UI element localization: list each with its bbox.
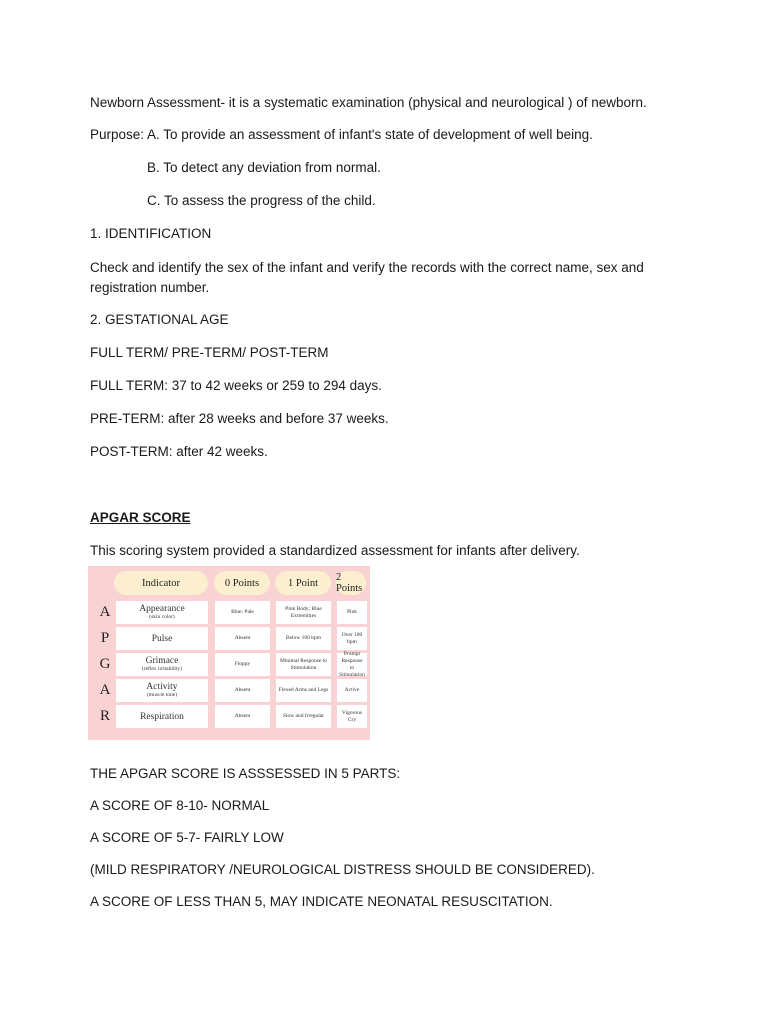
apgar-cell-text: Pink [346,609,358,615]
apgar-indicator-sub: (skin color) [149,614,175,620]
purpose-a: Purpose: A. To provide an assessment of infant's state of development of well being. [90,127,593,142]
apgar-cell-text: Prompt Response to Stimulation [339,650,365,678]
apgar-cell-text: Pink Body; Blue Extremities [285,605,322,619]
apgar-heading: APGAR SCORE [90,510,191,525]
purpose-b: B. To detect any deviation from normal. [147,160,381,175]
apgar-indicator-name: Appearance [139,604,185,614]
gestational-heading: 2. GESTATIONAL AGE [90,312,229,327]
apgar-indicator-cell [116,679,208,702]
apgar-score-note: (MILD RESPIRATORY /NEUROLOGICAL DISTRESS SHOULD BE CONSIDERED). [90,862,595,877]
header-0-points: 0 Points [214,571,270,595]
apgar-score-cell [215,653,270,676]
apgar-score-cell [337,627,367,650]
apgar-letter: G [99,656,111,672]
apgar-cell-text: Absent [234,687,251,693]
apgar-indicator-name: Respiration [140,711,184,722]
apgar-cell-text: Slow and Irregular [282,713,325,719]
apgar-table [88,566,370,740]
apgar-cell-text: Active [344,687,360,693]
apgar-score-cell [337,679,367,702]
apgar-letter: P [100,630,110,646]
gestational-line-2: FULL TERM: 37 to 42 weeks or 259 to 294 days. [90,378,382,393]
apgar-parts: THE APGAR SCORE IS ASSSESSED IN 5 PARTS: [90,766,401,781]
apgar-score-normal: A SCORE OF 8-10- NORMAL [90,798,270,813]
header-indicator: Indicator [114,571,208,595]
apgar-cell-text: Flexed Arms and Legs [278,687,329,693]
apgar-cell-text: Vigorous Cry [341,709,363,723]
apgar-cell-text: Blue; Pale [231,609,254,615]
header-1-point: 1 Point [275,571,331,595]
gestational-line-1: FULL TERM/ PRE-TERM/ POST-TERM [90,345,329,360]
gestational-line-4: POST-TERM: after 42 weeks. [90,444,268,459]
apgar-indicator-cell [116,601,208,624]
apgar-score-cell [276,601,331,624]
apgar-indicator-sub: (reflex irritability) [141,666,183,672]
apgar-score-cell [276,653,331,676]
identification-heading: 1. IDENTIFICATION [90,226,212,241]
purpose-c: C. To assess the progress of the child. [147,193,376,208]
apgar-indicator-name: Activity [146,682,178,692]
apgar-cell-text: Floppy [234,661,251,667]
apgar-score-cell [276,627,331,650]
apgar-indicator-cell [116,705,208,728]
apgar-score-resuscitation: A SCORE OF LESS THAN 5, MAY INDICATE NEONATAL RESUSCITATION. [90,894,553,909]
apgar-letter: A [99,682,111,698]
apgar-score-cell [215,679,270,702]
intro-definition: Newborn Assessment- it is a systematic examination (physical and neurological ) of newborn. [90,95,647,110]
apgar-indicator-cell [116,653,208,676]
apgar-cell-text: Below 100 bpm [285,635,322,641]
apgar-indicator-sub: (muscle tone) [146,692,178,698]
identification-text: Check and identify the sex of the infant and verify the records with the correct name, sex and registration number. [90,260,644,295]
apgar-score-cell [215,601,270,624]
apgar-indicator-cell [116,627,208,650]
apgar-cell-text: Over 100 bpm [341,631,363,645]
apgar-score-cell [276,705,331,728]
apgar-score-cell [215,627,270,650]
apgar-intro: This scoring system provided a standardized assessment for infants after delivery. [90,543,580,558]
apgar-cell-text: Absent [234,635,251,641]
apgar-indicator-name: Pulse [151,633,173,644]
apgar-score-cell [337,705,367,728]
apgar-letter: A [99,604,111,620]
apgar-score-cell [337,601,367,624]
apgar-score-cell [276,679,331,702]
apgar-indicator-name: Grimace [145,656,179,666]
apgar-score-fairly-low: A SCORE OF 5-7- FAIRLY LOW [90,830,284,845]
gestational-line-3: PRE-TERM: after 28 weeks and before 37 weeks. [90,411,389,426]
apgar-cell-text: Minimal Response to Stimulation [279,657,328,671]
apgar-letter: R [99,708,110,724]
header-2-points: 2 Points [336,571,366,595]
apgar-score-cell [215,705,270,728]
apgar-score-cell [337,650,367,678]
apgar-cell-text: Absent [234,713,251,719]
